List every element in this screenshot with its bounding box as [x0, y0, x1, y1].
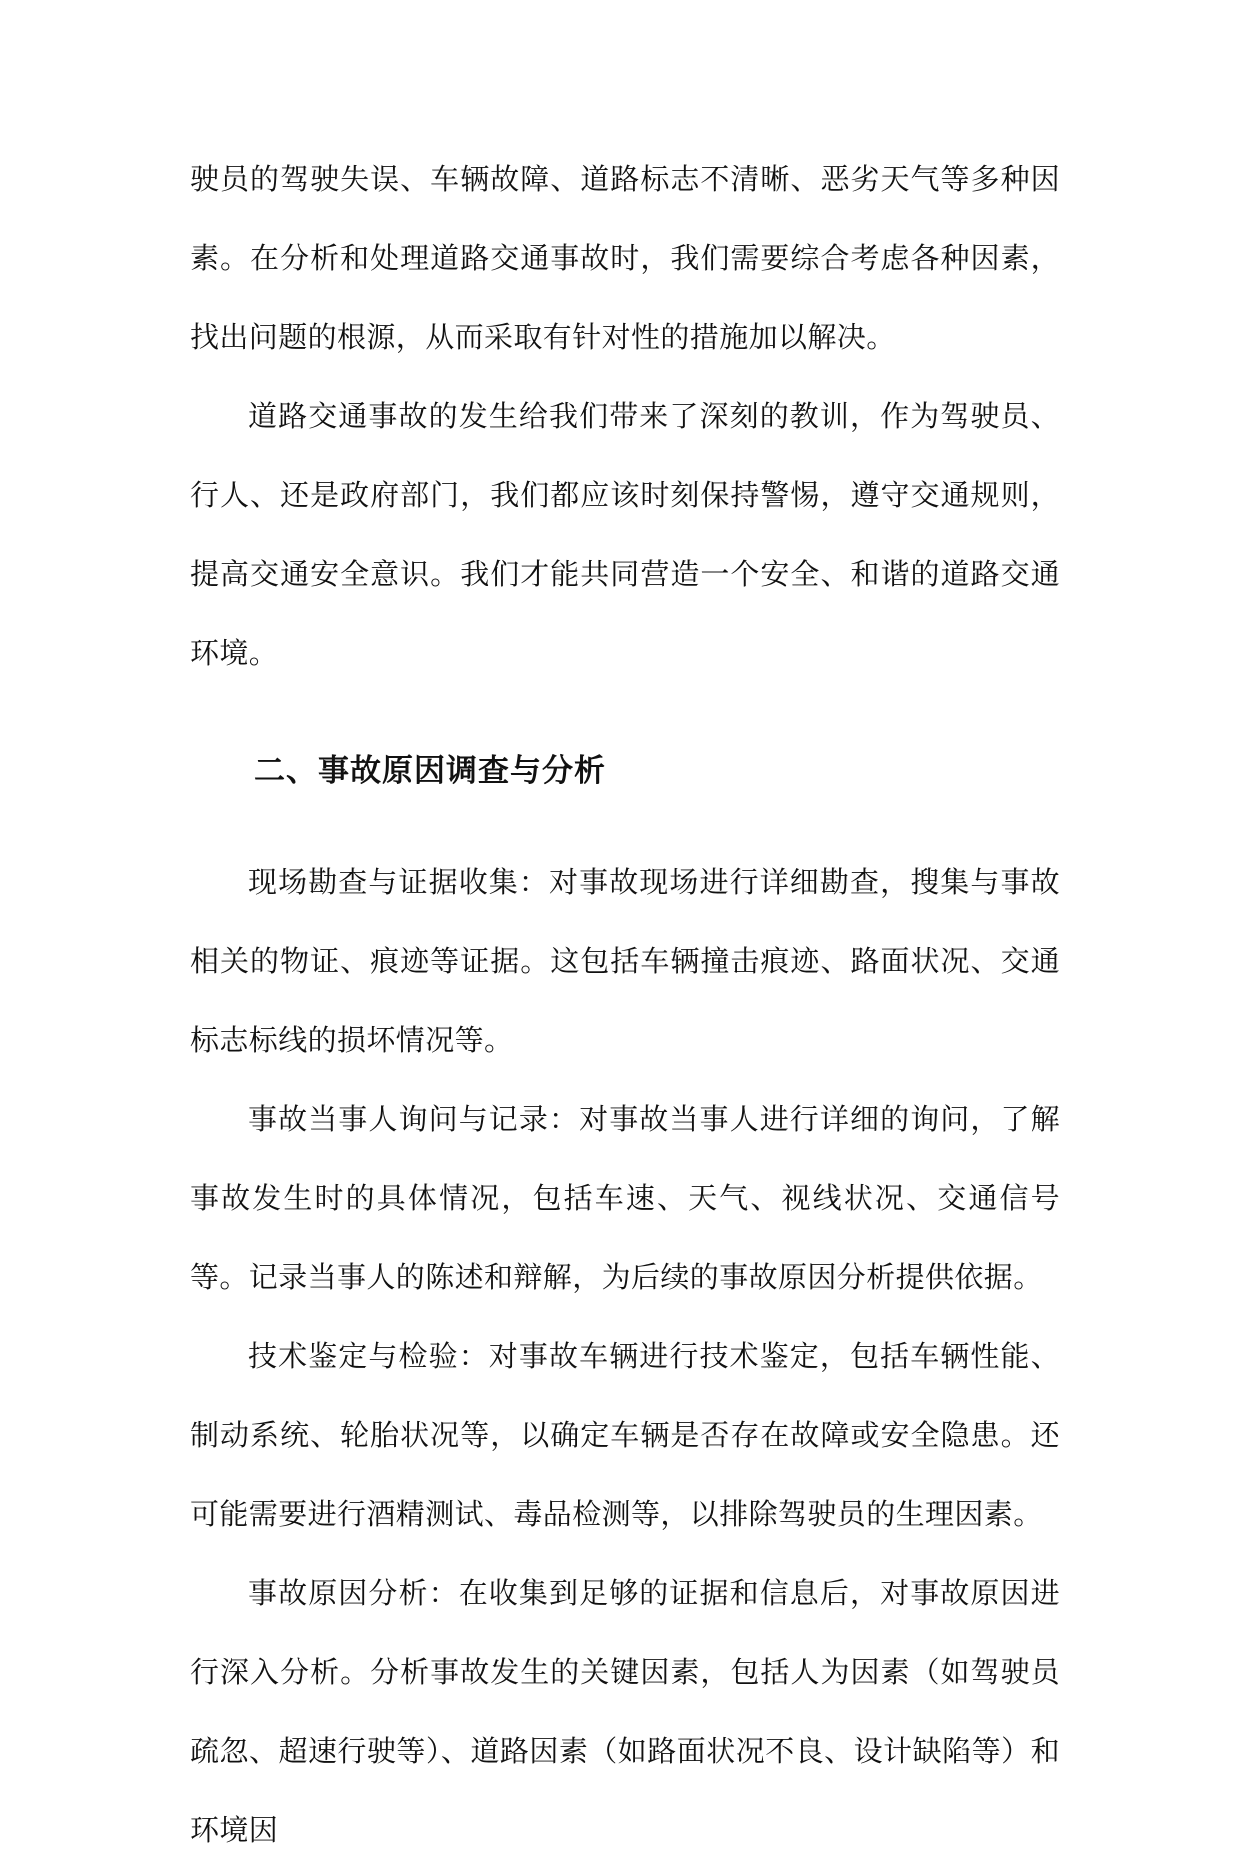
paragraph-site-investigation: 现场勘查与证据收集：对事故现场进行详细勘查，搜集与事故相关的物证、痕迹等证据。这包括车辆撞击痕迹、路面状况、交通标志标线的损坏情况等。 — [190, 865, 1060, 1057]
section-heading: 二、事故原因调查与分析 — [254, 753, 606, 789]
paragraph-cause-analysis: 事故原因分析：在收集到足够的证据和信息后，对事故原因进行深入分析。分析事故发生的关键因素，包括人为因素（如驾驶员疏忽、超速行驶等）、道路因素（如路面状况不良、设计缺陷等）和环境因 — [190, 1576, 1060, 1847]
paragraph-technical-inspection: 技术鉴定与检验：对事故车辆进行技术鉴定，包括车辆性能、制动系统、轮胎状况等，以确定车辆是否存在故障或安全隐患。还可能需要进行酒精测试、毒品检测等，以排除驾驶员的生理因素。 — [190, 1339, 1060, 1531]
document-body — [190, 140, 1060, 1870]
paragraph-continuation: 驶员的驾驶失误、车辆故障、道路标志不清晰、恶劣天气等多种因素。在分析和处理道路交通事故时，我们需要综合考虑各种因素，找出问题的根源，从而采取有针对性的措施加以解决。 — [190, 162, 1060, 354]
paragraph-party-inquiry: 事故当事人询问与记录：对事故当事人进行详细的询问，了解事故发生时的具体情况，包括车速、天气、视线状况、交通信号等。记录当事人的陈述和辩解，为后续的事故原因分析提供依据。 — [190, 1102, 1060, 1294]
paragraph-lessons: 道路交通事故的发生给我们带来了深刻的教训，作为驾驶员、行人、还是政府部门，我们都应该时刻保持警惕，遵守交通规则，提高交通安全意识。我们才能共同营造一个安全、和谐的道路交通环境。 — [190, 399, 1060, 670]
